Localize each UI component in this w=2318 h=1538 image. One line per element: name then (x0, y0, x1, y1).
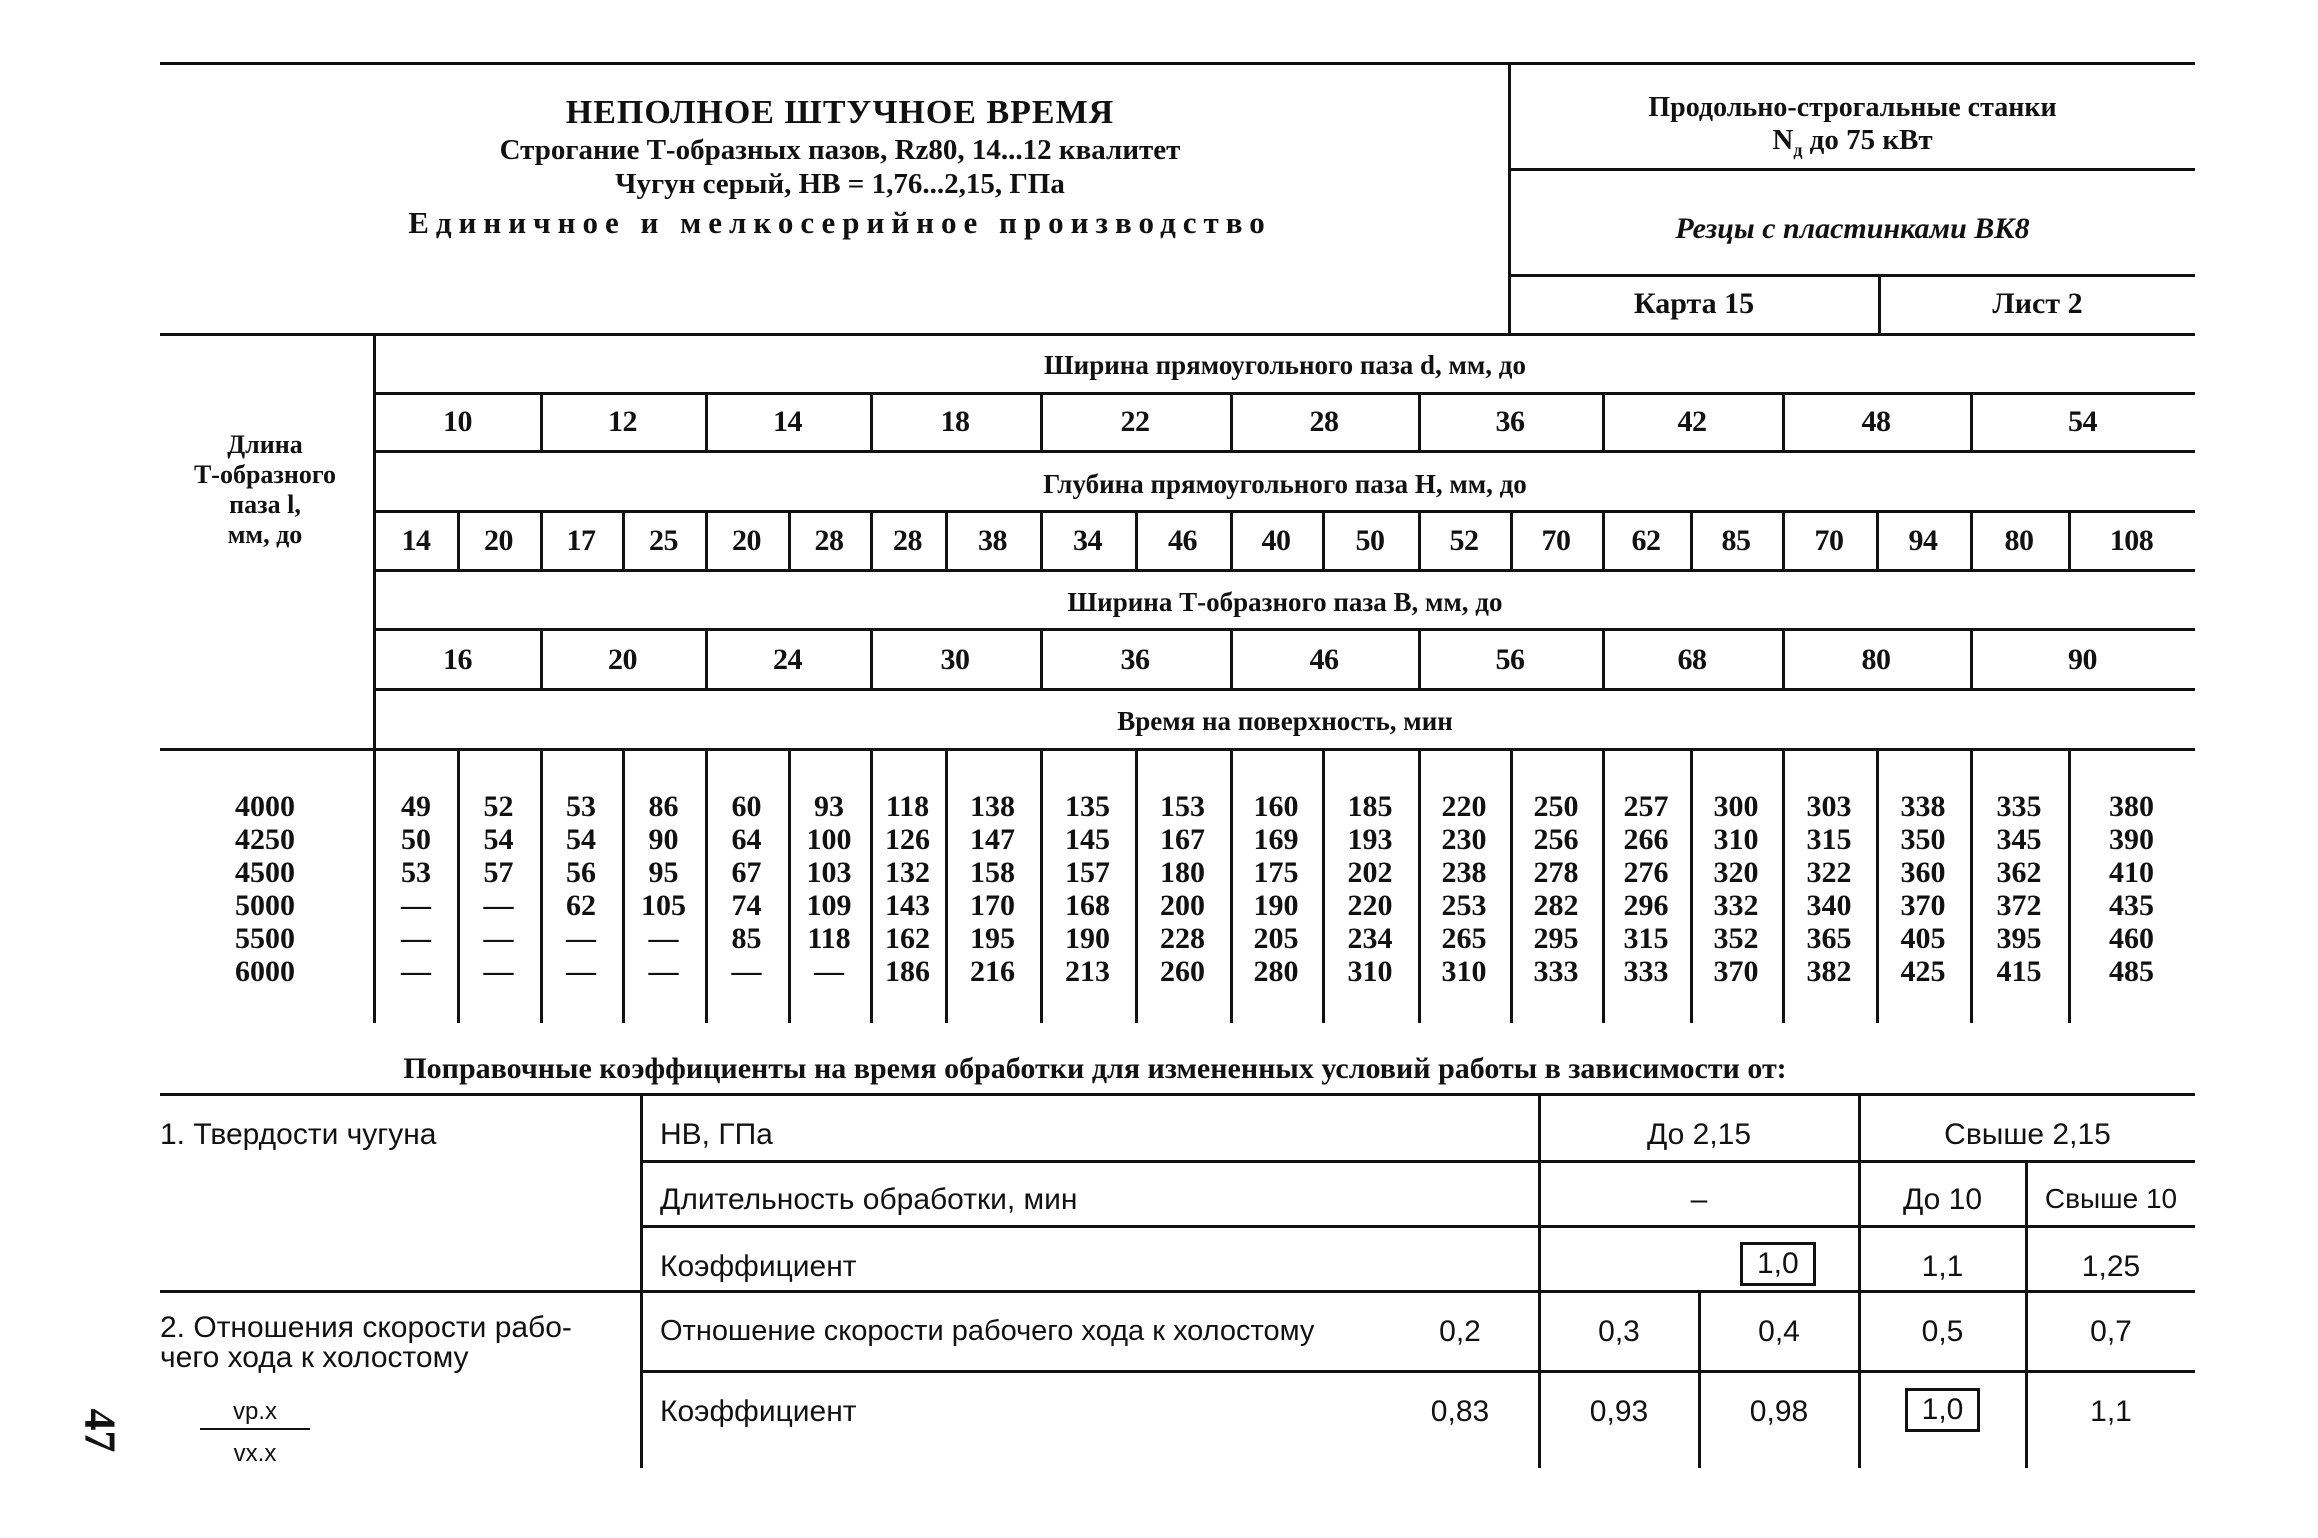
depth-h-value: 28 (814, 524, 844, 557)
time-cell: 105 (641, 889, 686, 922)
ratio-val: 0,3 (1598, 1315, 1640, 1348)
speed-ratio-fraction: vp.x vx.x (200, 1398, 310, 1468)
time-column (945, 790, 1040, 988)
time-cell: 216 (970, 955, 1015, 988)
width-b-value: 80 (1861, 643, 1891, 676)
time-cell: 257 (1623, 790, 1669, 823)
time-cell: 253 (1441, 889, 1487, 922)
time-cell: — (648, 955, 679, 988)
time-cell: 95 (648, 856, 679, 889)
width-b-value: 68 (1677, 643, 1707, 676)
time-cell: 118 (807, 922, 851, 955)
time-column (870, 790, 945, 988)
time-cell: 234 (1347, 922, 1393, 955)
time-cell: 370 (1900, 889, 1946, 922)
time-cell: 185 (1347, 790, 1393, 823)
time-cell: — (401, 955, 431, 988)
depth-h-value: 85 (1721, 524, 1751, 557)
time-cell: 190 (1253, 889, 1299, 922)
time-cell: 213 (1065, 955, 1110, 988)
depth-h-value: 17 (566, 524, 596, 557)
time-cell: 153 (1160, 790, 1205, 823)
time-column (540, 790, 622, 988)
time-cell: 370 (1713, 955, 1759, 988)
depth-h-label: Глубина прямоугольного паза Н, мм, до (1043, 469, 1527, 499)
time-cell: — (401, 922, 431, 955)
width-d-value: 14 (773, 405, 802, 438)
time-cell: 310 (1441, 955, 1487, 988)
coef-2-val: 0,83 (1430, 1395, 1490, 1428)
card-number: Карта 15 (1633, 287, 1755, 320)
time-cell: 50 (401, 823, 431, 856)
time-cell: 282 (1533, 889, 1579, 922)
width-d-value: 18 (940, 405, 970, 438)
time-column (1602, 790, 1690, 988)
time-cell: 175 (1253, 856, 1299, 889)
time-cell: 160 (1253, 790, 1299, 823)
machine-power: $N_д$ до 75 кВт (1772, 124, 1933, 160)
time-cell: 315 (1623, 922, 1669, 955)
width-d-value: 48 (1861, 405, 1891, 438)
ratio-val: 0,4 (1758, 1315, 1800, 1348)
width-d-label: Ширина прямоугольного паза d, мм, до (1044, 350, 1526, 380)
time-cell: 143 (885, 889, 930, 922)
time-column (1510, 790, 1602, 988)
time-column (1040, 790, 1135, 988)
depth-h-value: 52 (1449, 524, 1479, 557)
time-cell: 333 (1623, 955, 1669, 988)
coef-2-val: 1,1 (2090, 1395, 2132, 1428)
time-column (1782, 790, 1876, 988)
depth-h-value: 80 (2004, 524, 2034, 557)
width-b-value: 56 (1495, 643, 1525, 676)
ratio-val: 0,5 (1921, 1315, 1964, 1348)
width-b-value: 46 (1309, 643, 1339, 676)
time-cell: 425 (1900, 955, 1946, 988)
time-cell: — (483, 955, 514, 988)
time-cell: 180 (1160, 856, 1205, 889)
width-d-value: 28 (1309, 405, 1339, 438)
length-value: 4250 (235, 823, 295, 856)
time-cell: 205 (1253, 922, 1299, 955)
time-cell: — (566, 922, 596, 955)
time-column (1135, 790, 1230, 988)
width-d-value: 42 (1677, 405, 1707, 438)
time-cell: 53 (401, 856, 431, 889)
time-cell: 338 (1900, 790, 1946, 823)
depth-h-value: 70 (1541, 524, 1571, 557)
time-cell: 266 (1623, 823, 1669, 856)
time-cell: 333 (1533, 955, 1579, 988)
depth-h-value: 34 (1073, 524, 1102, 557)
time-cell: 295 (1533, 922, 1579, 955)
time-cell: 410 (2109, 856, 2154, 889)
hb-upto: До 2,15 (1646, 1118, 1752, 1151)
time-column (1322, 790, 1418, 988)
time-column (375, 790, 457, 988)
time-cell: 352 (1713, 922, 1759, 955)
time-cell: 109 (806, 889, 852, 922)
width-d-value: 54 (2068, 405, 2097, 438)
time-cell: 62 (566, 889, 596, 922)
coef-2-val: 0,98 (1749, 1395, 1809, 1428)
width-d-value: 36 (1495, 405, 1525, 438)
corrections-title: Поправочные коэффициенты на время обработки для измененных условий работы в зависимости от: (403, 1052, 1787, 1085)
time-cell: 132 (885, 856, 930, 889)
time-cell: 280 (1253, 955, 1299, 988)
time-cell: 256 (1533, 823, 1579, 856)
page-number: 47 (75, 1408, 125, 1453)
time-cell: 67 (731, 856, 762, 889)
time-cell: 322 (1806, 856, 1852, 889)
depth-h-value: 14 (401, 524, 431, 557)
time-cell: — (401, 889, 431, 922)
time-cell: 138 (970, 790, 1015, 823)
hb-over: Свыше 2,15 (1944, 1118, 2111, 1151)
time-cell: 60 (731, 790, 762, 823)
time-cell: 169 (1253, 823, 1299, 856)
width-b-value: 16 (443, 643, 472, 676)
time-cell: 340 (1806, 889, 1852, 922)
time-cell: 53 (566, 790, 596, 823)
time-cell: — (731, 955, 762, 988)
coef-1-val: 1,25 (2081, 1250, 2141, 1283)
time-cell: 86 (648, 790, 679, 823)
time-cell: 380 (2109, 790, 2154, 823)
time-column (457, 790, 540, 988)
time-column (788, 790, 870, 988)
tool-type: Резцы с пластинками ВК8 (1675, 212, 2030, 245)
time-cell: 195 (970, 922, 1015, 955)
depth-h-value: 20 (732, 524, 761, 557)
section1-label: 1. Твердости чугуна (160, 1118, 437, 1151)
coef-label-1: Коэффициент (660, 1250, 857, 1283)
time-cell: 190 (1065, 922, 1110, 955)
time-cell: 250 (1533, 790, 1579, 823)
width-d-value: 10 (443, 405, 472, 438)
time-cell: 238 (1441, 856, 1487, 889)
depth-h-value: 40 (1261, 524, 1291, 557)
length-value: 4500 (235, 856, 295, 889)
width-d-value: 12 (608, 405, 637, 438)
time-cell: 485 (2109, 955, 2154, 988)
time-cell: 310 (1713, 823, 1759, 856)
hb-label: НВ, ГПа (660, 1118, 773, 1151)
time-cell: 365 (1806, 922, 1852, 955)
depth-h-value: 20 (484, 524, 513, 557)
time-cell: 350 (1900, 823, 1946, 856)
coef-2-val: 0,93 (1589, 1395, 1649, 1428)
time-cell: 230 (1441, 823, 1487, 856)
duration-over10: Свыше 10 (2044, 1183, 2178, 1214)
time-column (1690, 790, 1782, 988)
depth-h-value: 25 (649, 524, 678, 557)
time-cell: 170 (970, 889, 1015, 922)
width-d-value: 22 (1120, 405, 1150, 438)
time-cell: 126 (885, 823, 930, 856)
time-cell: 395 (1996, 922, 2042, 955)
doc-subtitle: Строгание Т-образных пазов, Rz80, 14...12 квалитет (499, 134, 1181, 166)
time-cell: 193 (1347, 823, 1393, 856)
time-cell: 85 (731, 922, 762, 955)
coef-1-val: 1,1 (1921, 1250, 1964, 1283)
depth-h-value: 38 (978, 524, 1007, 557)
width-b-label: Ширина Т-образного паза В, мм, до (1067, 587, 1503, 617)
time-cell: 415 (1996, 955, 2042, 988)
time-cell: 74 (731, 889, 762, 922)
depth-h-value: 70 (1814, 524, 1844, 557)
doc-title: НЕПОЛНОЕ ШТУЧНОЕ ВРЕМЯ (565, 94, 1115, 131)
time-cell: 54 (483, 823, 514, 856)
time-cell: 90 (648, 823, 679, 856)
time-cell: 64 (731, 823, 762, 856)
time-cell: 303 (1806, 790, 1852, 823)
coef-2-boxed: 1,0 (1860, 1388, 2025, 1432)
time-cell: 335 (1996, 790, 2042, 823)
time-cell: 202 (1347, 856, 1393, 889)
coef-1-boxed: 1,0 (1740, 1242, 1816, 1286)
time-cell: 276 (1623, 856, 1669, 889)
time-cell: — (483, 922, 514, 955)
time-cell: 49 (401, 790, 431, 823)
time-cell: 100 (806, 823, 852, 856)
section2-label: 2. Отношения скорости рабо- чего хода к холостому (160, 1311, 572, 1374)
time-cell: 265 (1441, 922, 1487, 955)
depth-h-value: 108 (2109, 524, 2154, 557)
depth-h-value: 62 (1631, 524, 1661, 557)
time-cell: 345 (1996, 823, 2042, 856)
time-cell: 382 (1806, 955, 1852, 988)
time-column (1876, 790, 1970, 988)
length-value: 4000 (235, 790, 295, 823)
time-cell: 372 (1996, 889, 2042, 922)
depth-h-value: 46 (1168, 524, 1197, 557)
time-cell: 57 (483, 856, 514, 889)
sheet-number: Лист 2 (1992, 287, 2083, 320)
width-b-value: 36 (1120, 643, 1150, 676)
duration-dash: – (1690, 1183, 1708, 1216)
time-column (1418, 790, 1510, 988)
time-cell: 167 (1160, 823, 1205, 856)
depth-h-value: 50 (1355, 524, 1385, 557)
time-cell: 220 (1347, 889, 1393, 922)
time-cell: — (648, 922, 679, 955)
time-cell: 158 (970, 856, 1015, 889)
time-column (1970, 790, 2068, 988)
time-cell: 54 (566, 823, 596, 856)
length-header: Длина Т-образного паза l, мм, до (193, 430, 337, 549)
time-column (1230, 790, 1322, 988)
time-cell: 260 (1160, 955, 1205, 988)
time-cell: 56 (566, 856, 596, 889)
time-cell: 332 (1713, 889, 1759, 922)
time-cell: 362 (1996, 856, 2042, 889)
time-cell: 405 (1900, 922, 1946, 955)
width-b-value: 90 (2068, 643, 2097, 676)
time-cell: 435 (2109, 889, 2154, 922)
time-column (2068, 790, 2195, 988)
time-cell: 52 (483, 790, 514, 823)
time-cell: 186 (885, 955, 930, 988)
width-b-value: 24 (773, 643, 802, 676)
time-column (705, 790, 788, 988)
depth-h-value: 94 (1908, 524, 1938, 557)
depth-h-value: 28 (893, 524, 922, 557)
time-cell: 220 (1441, 790, 1487, 823)
doc-production-type: Единичное и мелкосерийное производство (408, 205, 1272, 240)
ratio-label: Отношение скорости рабочего хода к холостому (660, 1315, 1315, 1347)
length-value: 5000 (235, 889, 295, 922)
width-b-value: 30 (940, 643, 970, 676)
coef-label-2: Коэффициент (660, 1395, 857, 1428)
time-cell: 103 (806, 856, 852, 889)
length-list (160, 790, 370, 988)
time-cell: 228 (1160, 922, 1205, 955)
time-cell: 162 (885, 922, 930, 955)
time-cell: — (483, 889, 514, 922)
time-cell: 168 (1065, 889, 1110, 922)
time-cell: 157 (1065, 856, 1110, 889)
machine-type: Продольно-строгальные станки (1648, 92, 2057, 123)
time-cell: 390 (2109, 823, 2154, 856)
time-cell: 320 (1713, 856, 1759, 889)
time-cell: 200 (1160, 889, 1205, 922)
time-cell: 118 (885, 790, 930, 823)
ratio-val: 0,7 (2090, 1315, 2132, 1348)
time-cell: 460 (2109, 922, 2154, 955)
time-cell: 300 (1713, 790, 1759, 823)
width-b-value: 20 (608, 643, 637, 676)
duration-upto10: До 10 (1902, 1183, 1983, 1216)
length-value: 5500 (235, 922, 295, 955)
time-cell: 315 (1806, 823, 1852, 856)
time-cell: 296 (1623, 889, 1669, 922)
ratio-val: 0,2 (1439, 1315, 1481, 1348)
time-cell: 310 (1347, 955, 1393, 988)
duration-label: Длительность обработки, мин (660, 1183, 1078, 1216)
time-cell: 93 (814, 790, 844, 823)
time-label: Время на поверхность, мин (1117, 706, 1453, 736)
length-value: 6000 (235, 955, 295, 988)
doc-material: Чугун серый, НВ = 1,76...2,15, ГПа (615, 168, 1065, 200)
time-cell: 145 (1065, 823, 1110, 856)
time-column (622, 790, 705, 988)
time-cell: 147 (970, 823, 1015, 856)
time-cell: 360 (1900, 856, 1946, 889)
time-cell: 135 (1065, 790, 1110, 823)
time-cell: — (814, 955, 844, 988)
time-cell: 278 (1533, 856, 1579, 889)
time-cell: — (566, 955, 596, 988)
